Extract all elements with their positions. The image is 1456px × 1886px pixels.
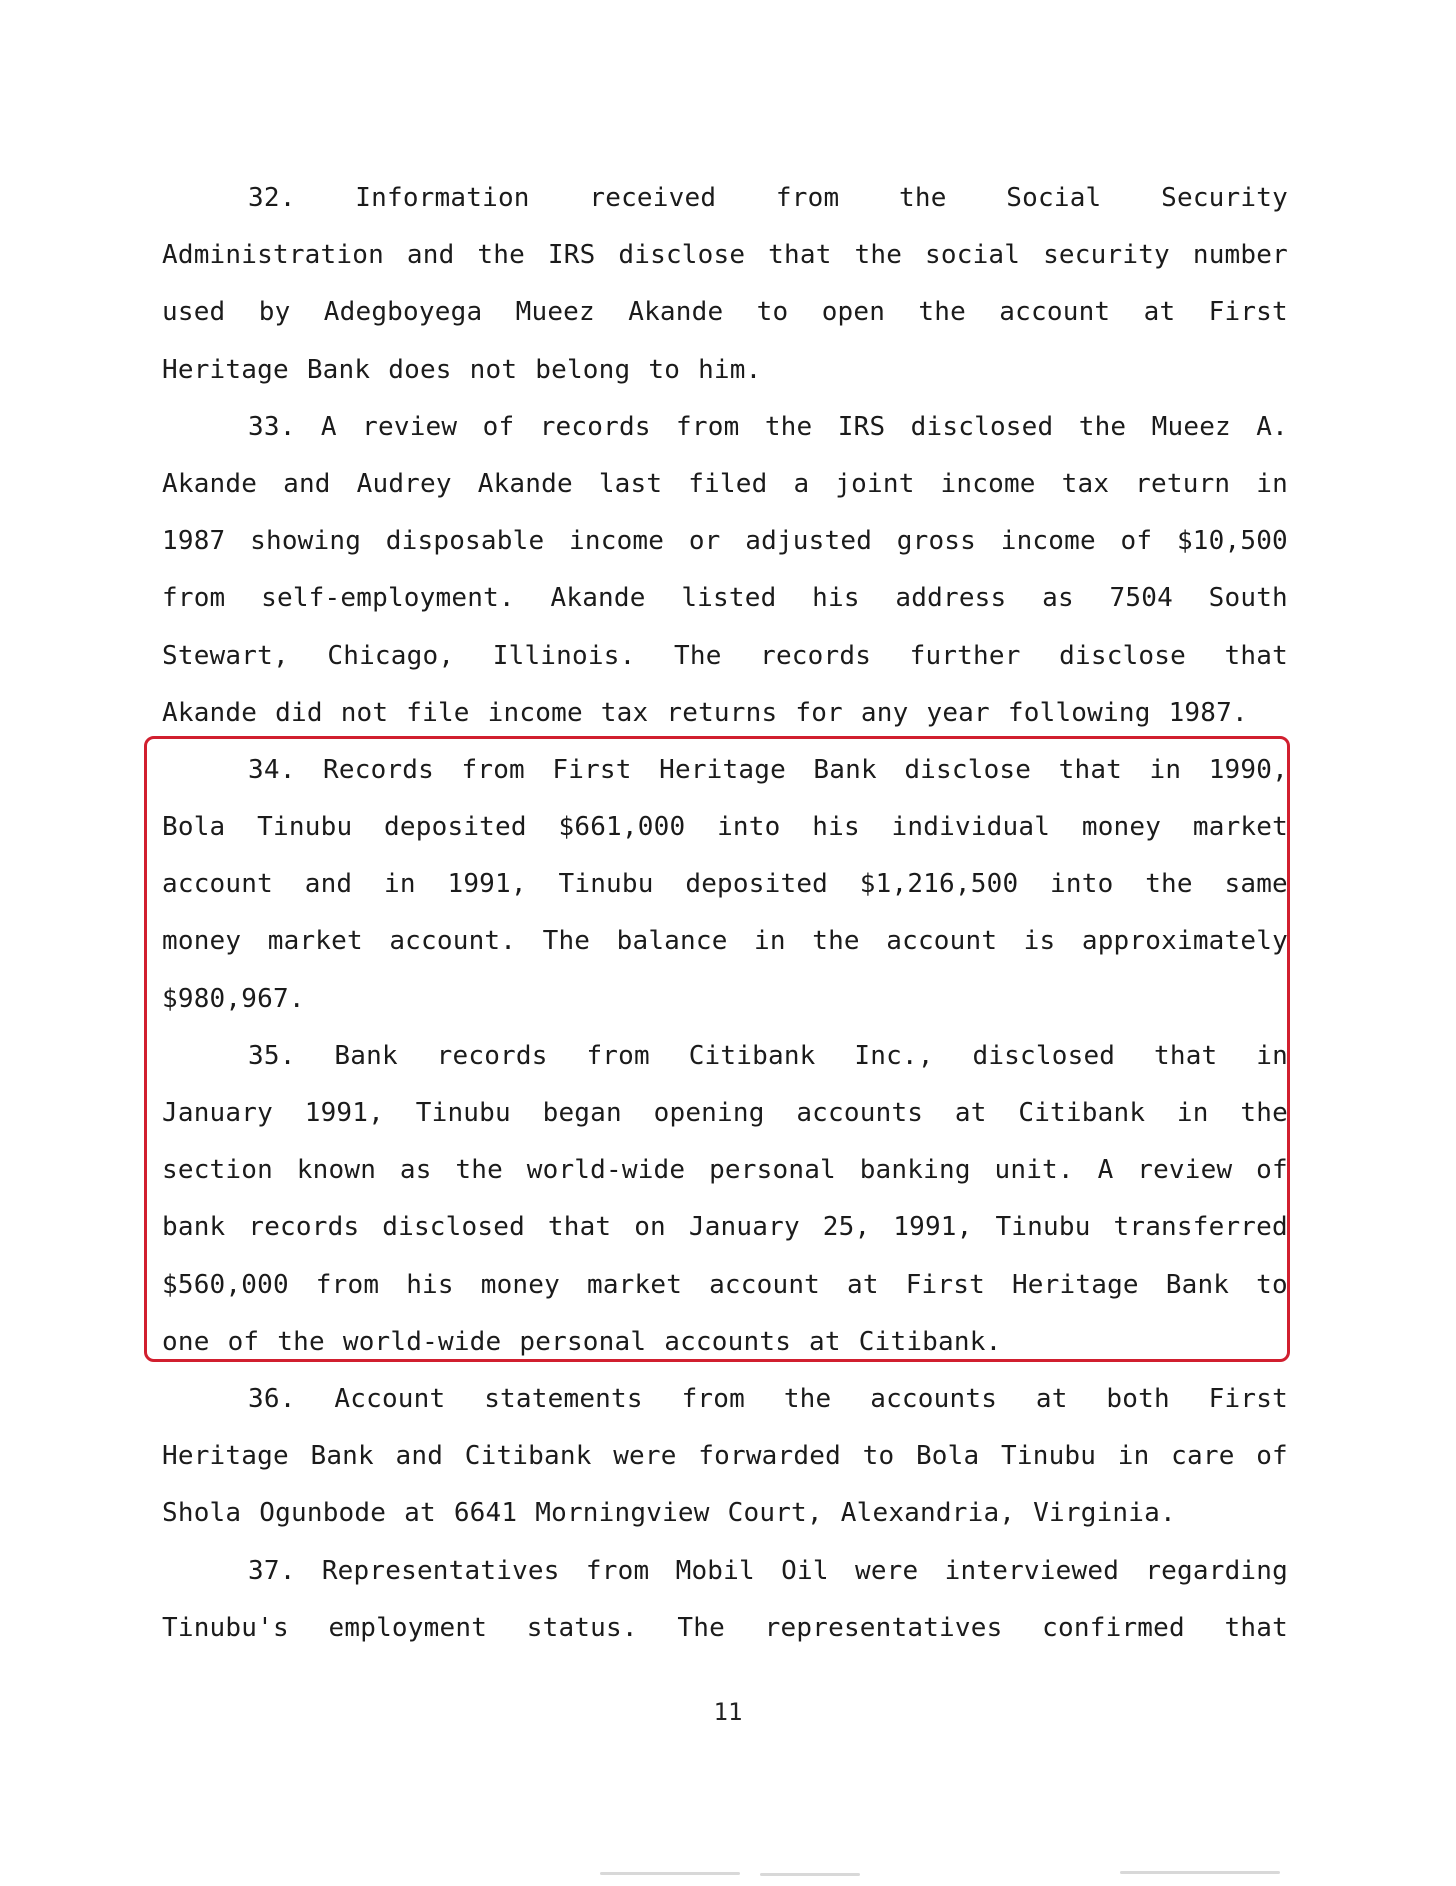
word: opening <box>653 1098 765 1128</box>
word: Chicago, <box>327 640 455 671</box>
word: and <box>283 468 331 499</box>
word: disclose <box>904 754 1032 785</box>
word: Heritage <box>1011 1269 1139 1300</box>
word: the <box>277 1326 325 1357</box>
word: Tinubu <box>415 1098 511 1128</box>
text-line <box>162 570 1288 627</box>
word: Bank <box>306 354 371 385</box>
word: further <box>909 640 1021 671</box>
word: $10,500 <box>1176 526 1288 557</box>
word: disclosed <box>382 1212 525 1243</box>
word: tax <box>1061 468 1110 499</box>
word: not <box>469 354 518 385</box>
word: that <box>547 1212 612 1243</box>
word: Records <box>323 754 435 785</box>
word: in <box>1176 1098 1209 1128</box>
word: his <box>812 812 860 843</box>
word: from <box>775 183 840 213</box>
text-line <box>162 628 1288 685</box>
word: Social <box>1006 183 1102 213</box>
word: Alexandria, <box>840 1498 1016 1529</box>
word: number <box>1192 240 1288 271</box>
word: for <box>795 697 843 728</box>
word: Tinubu <box>558 869 654 900</box>
word: First <box>1208 297 1288 328</box>
word: $661,000 <box>558 812 686 843</box>
word: Tinubu <box>1001 1441 1097 1472</box>
word: money <box>480 1269 560 1300</box>
word: 6641 <box>453 1498 518 1529</box>
word: money <box>162 926 242 957</box>
word: Information <box>355 183 530 213</box>
text-line <box>162 1600 1288 1657</box>
word: from <box>315 1269 380 1300</box>
word: Adegboyega <box>323 297 483 328</box>
word: the <box>899 183 947 213</box>
word: IRS <box>837 411 886 442</box>
word: to <box>756 297 789 328</box>
word: the <box>455 1155 503 1186</box>
word: disposable <box>385 526 545 557</box>
word: account <box>886 926 998 957</box>
word: Inc., <box>854 1040 934 1071</box>
word: review <box>1137 1155 1233 1186</box>
scan-mark <box>760 1873 860 1876</box>
word: showing <box>250 526 362 557</box>
word: money <box>1081 812 1162 843</box>
word: as <box>1042 583 1074 614</box>
word: of <box>1120 526 1153 557</box>
word: account <box>709 1269 821 1300</box>
word: personal <box>519 1326 647 1357</box>
word: were <box>613 1441 677 1472</box>
word: $560,000 <box>162 1269 289 1300</box>
word: from <box>681 1383 745 1414</box>
word: on <box>634 1212 666 1243</box>
word: A <box>1097 1155 1114 1186</box>
word: Bank <box>334 1040 398 1071</box>
word: Citibank <box>464 1441 592 1472</box>
word: income <box>940 468 1036 499</box>
word: Akande <box>162 468 258 499</box>
word: his <box>406 1269 454 1300</box>
word: First <box>1208 1383 1288 1414</box>
word: deposited <box>384 812 527 843</box>
word: a <box>793 468 810 499</box>
word: Akande <box>628 297 724 328</box>
word: of <box>227 1326 260 1357</box>
text-line <box>162 399 1288 456</box>
word: disclose <box>1059 640 1186 671</box>
word: Stewart, <box>162 640 289 671</box>
word: world-wide <box>526 1155 686 1186</box>
word: Security <box>1161 183 1288 213</box>
word: in <box>1256 1040 1288 1071</box>
word: at <box>1035 1383 1068 1414</box>
word: 1987 <box>162 526 226 557</box>
word: Morningview <box>535 1498 710 1529</box>
text-line <box>162 1371 1288 1428</box>
word: interviewed <box>944 1555 1120 1586</box>
word: review <box>362 411 458 442</box>
word: is <box>1023 926 1056 957</box>
word: $980,967. <box>162 983 305 1014</box>
text-line <box>162 1543 1288 1600</box>
word: Oil <box>781 1555 829 1586</box>
word: deposited <box>685 869 829 900</box>
word: Akande <box>477 468 573 499</box>
word: Akande <box>550 583 646 614</box>
word: Bank <box>310 1441 374 1472</box>
word: by <box>258 297 291 328</box>
page-number: 11 <box>713 1698 743 1726</box>
word: 33. <box>248 411 296 442</box>
word: care <box>1171 1441 1235 1472</box>
word: open <box>821 297 886 328</box>
word: the <box>783 1383 832 1414</box>
word: at <box>847 1269 879 1300</box>
word: the <box>477 240 525 271</box>
word: gross <box>896 526 977 557</box>
word: 35. <box>248 1040 296 1071</box>
text-line <box>162 1485 1288 1542</box>
word: Ogunbode <box>259 1498 387 1529</box>
word: Citibank. <box>858 1326 1002 1357</box>
text-line <box>162 1428 1288 1485</box>
word: the <box>918 297 966 328</box>
word: in <box>1256 468 1288 499</box>
word: First <box>905 1269 985 1300</box>
word: The <box>542 926 591 957</box>
word: the <box>1145 869 1193 900</box>
word: self-employment. <box>261 583 515 614</box>
text-line <box>162 685 1288 742</box>
word: 36. <box>248 1383 296 1414</box>
word: received <box>589 183 717 213</box>
word: at <box>954 1098 987 1128</box>
word: 1987. <box>1168 697 1248 728</box>
word: account <box>162 869 273 900</box>
word: belong <box>535 354 631 385</box>
word: that <box>1224 640 1288 671</box>
word: Account <box>334 1383 446 1414</box>
word: joint <box>835 468 915 499</box>
word: Tinubu <box>995 1212 1091 1243</box>
text-line <box>162 513 1288 570</box>
word: security <box>1043 240 1170 271</box>
word: from <box>461 754 525 785</box>
word: banking <box>859 1155 971 1186</box>
word: him. <box>698 354 762 385</box>
word: Representatives <box>321 1555 560 1586</box>
word: account <box>999 297 1111 328</box>
word: records <box>436 1040 548 1071</box>
word: both <box>1106 1383 1170 1414</box>
word: Shola <box>162 1498 242 1529</box>
word: as <box>399 1155 432 1186</box>
word: Heritage <box>162 1441 289 1472</box>
text-line <box>162 913 1288 970</box>
word: account. <box>389 926 517 957</box>
text-line <box>162 342 1288 399</box>
text-line <box>162 456 1288 513</box>
word: from <box>586 1040 650 1071</box>
word: return <box>1135 468 1231 499</box>
word: Audrey <box>356 468 452 499</box>
word: IRS <box>547 240 596 271</box>
word: adjusted <box>745 526 873 557</box>
text-line <box>162 1257 1288 1314</box>
word: accounts <box>870 1383 998 1414</box>
word: one <box>162 1326 210 1357</box>
word: into <box>1050 869 1114 900</box>
word: in <box>754 926 786 957</box>
text-line <box>162 971 1288 1028</box>
word: unit. <box>994 1155 1074 1186</box>
word: Citibank <box>688 1040 816 1071</box>
word: South <box>1208 583 1288 614</box>
word: that <box>1153 1040 1218 1071</box>
word: file <box>406 697 470 728</box>
word: January <box>162 1098 273 1128</box>
word: 32. <box>248 183 296 213</box>
word: of <box>482 411 515 442</box>
word: Bank <box>813 754 877 785</box>
word: status. <box>526 1612 638 1643</box>
word: year <box>926 697 990 728</box>
word: Mueez <box>515 297 595 328</box>
word: social <box>925 240 1021 271</box>
word: confirmed <box>1042 1612 1185 1643</box>
word: same <box>1224 869 1288 900</box>
text-line <box>162 742 1288 799</box>
text-line <box>162 227 1288 284</box>
text-line <box>162 1028 1288 1085</box>
word: disclose <box>618 240 746 271</box>
word: The <box>673 640 722 671</box>
word: A <box>320 411 337 442</box>
word: from <box>162 583 226 614</box>
word: section <box>162 1155 273 1186</box>
word: income <box>569 526 665 557</box>
word: forwarded <box>698 1441 841 1472</box>
word: approximately <box>1081 926 1288 957</box>
word: to <box>1256 1269 1288 1300</box>
word: Tinubu's <box>162 1612 289 1643</box>
word: address <box>895 583 1007 614</box>
text-line <box>162 1314 1288 1371</box>
word: The <box>677 1612 725 1643</box>
word: to <box>648 354 681 385</box>
text-line <box>162 1085 1288 1142</box>
scan-mark <box>600 1872 740 1875</box>
word: 7504 <box>1109 583 1173 614</box>
word: A. <box>1256 411 1288 442</box>
text-line <box>162 284 1288 341</box>
word: any <box>860 697 909 728</box>
word: in <box>384 869 416 900</box>
word: used <box>162 297 226 328</box>
word: Bola <box>162 812 226 843</box>
word: Heritage <box>659 754 786 785</box>
word: from <box>676 411 740 442</box>
word: Bank <box>1165 1269 1230 1300</box>
word: last <box>598 468 663 499</box>
word: accounts <box>796 1098 924 1128</box>
word: of <box>1256 1441 1288 1472</box>
word: at <box>1143 297 1176 328</box>
word: from <box>585 1555 650 1586</box>
word: not <box>340 697 389 728</box>
word: disclosed <box>972 1040 1116 1071</box>
word: at <box>809 1326 841 1357</box>
word: 1991, <box>447 869 527 900</box>
word: world-wide <box>342 1326 502 1357</box>
word: at <box>404 1498 436 1529</box>
word: 1990, <box>1208 754 1288 785</box>
word: transferred <box>1113 1212 1288 1243</box>
word: the <box>1078 411 1127 442</box>
word: Court, <box>727 1498 823 1529</box>
word: bank <box>162 1212 226 1243</box>
word: First <box>552 754 632 785</box>
word: representatives <box>764 1612 1003 1643</box>
word: the <box>812 926 860 957</box>
word: began <box>542 1098 622 1128</box>
word: 1991, <box>893 1212 973 1243</box>
word: individual <box>891 812 1051 843</box>
word: $1,216,500 <box>859 869 1019 900</box>
word: market <box>267 926 363 957</box>
text-line <box>162 856 1288 913</box>
text-line <box>162 1199 1288 1256</box>
word: did <box>275 697 323 728</box>
word: Akande <box>162 697 258 728</box>
word: 37. <box>248 1555 296 1586</box>
word: Illinois. <box>492 640 636 671</box>
word: Bola <box>915 1441 980 1472</box>
word: in <box>1149 754 1182 785</box>
text-line <box>162 799 1288 856</box>
word: and <box>304 869 353 900</box>
word: employment <box>328 1612 488 1643</box>
word: income <box>1000 526 1096 557</box>
word: were <box>854 1555 919 1586</box>
word: does <box>388 354 452 385</box>
word: income <box>487 697 583 728</box>
word: following <box>1007 697 1151 728</box>
word: statements <box>484 1383 643 1414</box>
word: or <box>688 526 721 557</box>
word: of <box>1256 1155 1288 1186</box>
word: returns <box>666 697 778 728</box>
word: that <box>1058 754 1123 785</box>
text-line <box>162 1142 1288 1199</box>
word: the <box>854 240 903 271</box>
word: Administration <box>162 240 384 271</box>
text-line <box>162 170 1288 227</box>
word: listed <box>681 583 777 614</box>
document-body <box>162 170 1288 1657</box>
word: the <box>764 411 813 442</box>
word: Mueez <box>1151 411 1231 442</box>
word: personal <box>709 1155 836 1186</box>
word: regarding <box>1145 1555 1288 1586</box>
word: that <box>768 240 832 271</box>
word: in <box>1117 1441 1150 1472</box>
word: disclosed <box>910 411 1054 442</box>
word: tax <box>600 697 649 728</box>
word: and <box>406 240 455 271</box>
word: filed <box>688 468 768 499</box>
word: January <box>688 1212 800 1243</box>
word: Tinubu <box>257 812 353 843</box>
word: Mobil <box>675 1555 755 1586</box>
word: into <box>717 812 781 843</box>
word: and <box>395 1441 444 1472</box>
word: that <box>1224 1612 1288 1643</box>
word: Heritage <box>162 354 289 385</box>
word: 1991, <box>304 1098 384 1128</box>
word: balance <box>616 926 728 957</box>
word: Citibank <box>1018 1098 1146 1128</box>
word: known <box>296 1155 377 1186</box>
word: records <box>760 640 872 671</box>
word: 25, <box>822 1212 871 1243</box>
word: to <box>862 1441 895 1472</box>
word: accounts <box>664 1326 792 1357</box>
word: 34. <box>248 754 296 785</box>
word: market <box>1192 812 1288 843</box>
scan-mark <box>1120 1871 1280 1874</box>
word: the <box>1240 1098 1288 1128</box>
word: market <box>586 1269 683 1300</box>
word: Virginia. <box>1033 1498 1176 1529</box>
word: records <box>248 1212 360 1243</box>
word: records <box>539 411 651 442</box>
word: his <box>812 583 860 614</box>
